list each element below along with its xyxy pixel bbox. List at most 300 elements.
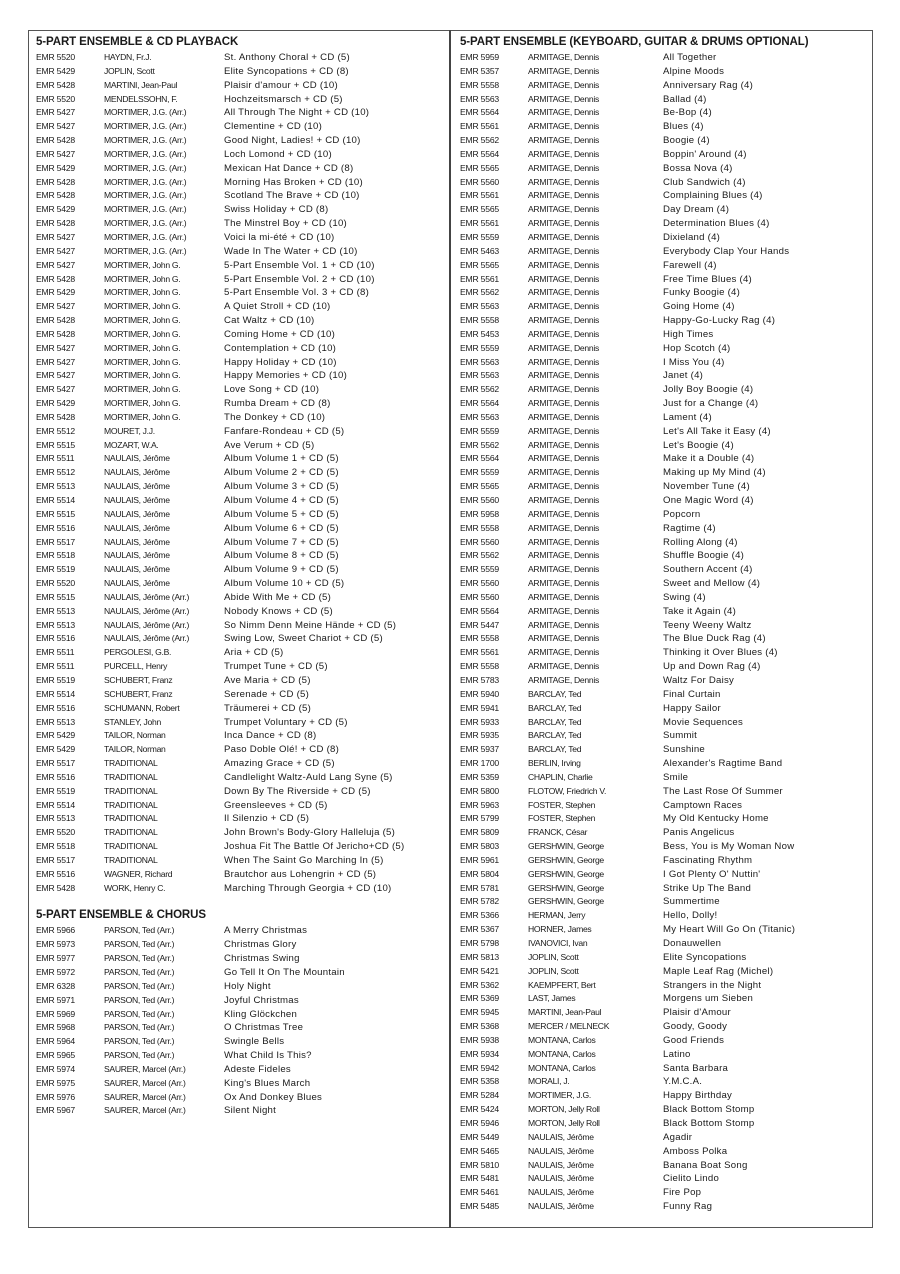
piece-title: Cielito Lindo	[663, 1173, 720, 1185]
catalog-row	[36, 369, 444, 383]
catalog-row	[36, 397, 444, 411]
composer-name: ARMITAGE, Dennis	[528, 287, 599, 298]
section-heading-playback: 5-PART ENSEMBLE & CD PLAYBACK	[36, 36, 239, 48]
catalog-number: EMR 5511	[36, 661, 75, 672]
catalog-number: EMR 5429	[36, 287, 76, 298]
catalog-number: EMR 5798	[460, 938, 500, 948]
piece-title: Happy Birthday	[663, 1090, 733, 1102]
catalog-row	[460, 259, 870, 273]
piece-title: Marching Through Georgia + CD (10)	[224, 882, 392, 894]
composer-name: ARMITAGE, Dennis	[528, 661, 599, 672]
catalog-row	[36, 65, 444, 79]
composer-name: NAULAIS, Jérôme	[104, 578, 170, 589]
catalog-number: EMR 5977	[36, 953, 76, 964]
composer-name: ARMITAGE, Dennis	[528, 245, 599, 256]
catalog-row	[460, 591, 870, 605]
composer-name: MORTON, Jelly Roll	[528, 1104, 600, 1115]
composer-name: PARSON, Ted (Arr.)	[104, 953, 175, 964]
composer-name: ARMITAGE, Dennis	[528, 301, 599, 312]
piece-title: Santa Barbara	[663, 1062, 729, 1074]
composer-name: ARMITAGE, Dennis	[528, 522, 599, 533]
piece-title: Camptown Races	[663, 799, 743, 811]
playback-list	[36, 51, 444, 895]
piece-title: Anniversary Rag (4)	[663, 79, 754, 91]
piece-title: Plaisir d'amour + CD (10)	[224, 79, 338, 91]
piece-title: Summit	[663, 730, 698, 742]
composer-name: MORTIMER, J.G. (Arr.)	[104, 231, 187, 242]
catalog-number: EMR 5427	[36, 231, 76, 242]
catalog-row	[36, 259, 444, 273]
catalog-row	[36, 120, 444, 134]
composer-name: BARCLAY, Ted	[528, 744, 582, 755]
catalog-number: EMR 5449	[460, 1131, 500, 1142]
catalog-row	[36, 425, 444, 439]
piece-title: Album Volume 2 + CD (5)	[224, 467, 339, 479]
catalog-number: EMR 5564	[460, 398, 500, 409]
catalog-row	[460, 203, 870, 217]
composer-name: MONTANA, Carlos	[528, 1048, 596, 1059]
piece-title: Love Song + CD (10)	[224, 384, 320, 396]
composer-name: PERGOLESI, G.B.	[104, 647, 172, 658]
composer-name: SAURER, Marcel (Arr.)	[104, 1091, 186, 1102]
composer-name: ARMITAGE, Dennis	[528, 231, 599, 242]
composer-name: ARMITAGE, Dennis	[528, 121, 599, 132]
piece-title: Fire Pop	[663, 1187, 702, 1199]
composer-name: GERSHWIN, George	[528, 841, 604, 852]
piece-title: Voici la mi-été + CD (10)	[224, 231, 335, 243]
section-heading-chorus: 5-PART ENSEMBLE & CHORUS	[36, 909, 206, 922]
piece-title: The Minstrel Boy + CD (10)	[224, 218, 347, 230]
composer-name: TRADITIONAL	[104, 841, 158, 852]
catalog-number: EMR 5942	[460, 1062, 500, 1073]
piece-title: Panis Angelicus	[663, 827, 735, 839]
composer-name: NAULAIS, Jérôme	[528, 1187, 594, 1198]
composer-name: ARMITAGE, Dennis	[528, 107, 599, 118]
piece-title: Agadir	[663, 1131, 693, 1143]
piece-title: Christmas Glory	[224, 939, 297, 951]
catalog-row	[36, 79, 444, 93]
catalog-number: EMR 5513	[36, 716, 76, 727]
catalog-row	[36, 93, 444, 107]
catalog-number: EMR 5969	[36, 1008, 76, 1019]
piece-title: Kling Glöckchen	[224, 1008, 298, 1020]
catalog-number: EMR 5513	[36, 605, 76, 616]
catalog-number: EMR 5559	[460, 342, 500, 353]
catalog-row	[460, 716, 870, 730]
piece-title: Album Volume 8 + CD (5)	[224, 550, 339, 562]
composer-name: ARMITAGE, Dennis	[528, 411, 599, 422]
catalog-row	[36, 938, 444, 952]
composer-name: TRADITIONAL	[104, 813, 158, 824]
catalog-number: EMR 5564	[460, 107, 500, 118]
catalog-number: EMR 5429	[36, 730, 76, 741]
piece-title: Album Volume 9 + CD (5)	[224, 564, 339, 576]
catalog-row	[460, 605, 870, 619]
catalog-number: EMR 5561	[460, 218, 500, 229]
composer-name: NAULAIS, Jérôme (Arr.)	[104, 619, 190, 630]
catalog-number: EMR 5804	[460, 868, 500, 879]
composer-name: HORNER, James	[528, 924, 592, 935]
composer-name: SCHUBERT, Franz	[104, 688, 173, 699]
piece-title: Adeste Fideles	[224, 1063, 291, 1075]
composer-name: CHAPLIN, Charlie	[528, 771, 593, 782]
piece-title: Thinking it Over Blues (4)	[663, 647, 778, 659]
catalog-row	[460, 729, 870, 743]
catalog-number: EMR 5428	[36, 882, 76, 893]
composer-name: LAST, James	[528, 993, 576, 1004]
catalog-number: EMR 5369	[460, 993, 500, 1004]
composer-name: MORTIMER, J.G. (Arr.)	[104, 162, 187, 173]
catalog-number: EMR 5941	[460, 702, 500, 713]
catalog-number: EMR 5428	[36, 79, 76, 90]
piece-title: Funky Boogie (4)	[663, 287, 741, 299]
catalog-number: EMR 5565	[460, 259, 500, 270]
catalog-row	[36, 106, 444, 120]
piece-title: Album Volume 5 + CD (5)	[224, 508, 339, 520]
composer-name: GERSHWIN, George	[528, 868, 604, 879]
piece-title: Ave Maria + CD (5)	[224, 674, 311, 686]
catalog-row	[36, 51, 444, 65]
piece-title: November Tune (4)	[663, 481, 750, 493]
left-column	[36, 34, 444, 1118]
right-column	[460, 34, 870, 1214]
catalog-row	[36, 702, 444, 716]
composer-name: MORTIMER, J.G. (Arr.)	[104, 204, 187, 215]
catalog-number: EMR 5429	[36, 398, 76, 409]
composer-name: MORTIMER, John G.	[104, 398, 181, 409]
piece-title: Strike Up The Band	[663, 882, 752, 894]
catalog-row	[36, 549, 444, 563]
catalog-number: EMR 5362	[460, 979, 500, 990]
piece-title: Good Night, Ladies! + CD (10)	[224, 135, 361, 147]
composer-name: MORALI, J.	[528, 1076, 570, 1087]
catalog-row	[36, 439, 444, 453]
catalog-number: EMR 5517	[36, 536, 76, 547]
catalog-row	[460, 494, 870, 508]
composer-name: MORTIMER, John G.	[104, 384, 181, 395]
piece-title: Alpine Moods	[663, 65, 725, 77]
piece-title: Album Volume 4 + CD (5)	[224, 495, 339, 506]
catalog-number: EMR 5559	[460, 467, 500, 478]
catalog-row	[36, 924, 444, 938]
catalog-row	[460, 1200, 870, 1214]
piece-title: Album Volume 10 + CD (5)	[224, 578, 345, 590]
catalog-row	[460, 840, 870, 854]
catalog-number: EMR 5424	[460, 1104, 500, 1115]
composer-name: PARSON, Ted (Arr.)	[104, 994, 175, 1005]
catalog-number: EMR 5813	[460, 951, 500, 962]
piece-title: A Merry Christmas	[224, 925, 308, 937]
catalog-number: EMR 5933	[460, 716, 500, 727]
composer-name: NAULAIS, Jérôme	[104, 481, 170, 492]
piece-title: Good Friends	[663, 1034, 725, 1046]
composer-name: PARSON, Ted (Arr.)	[104, 980, 175, 991]
catalog-number: EMR 5359	[460, 771, 500, 782]
catalog-row	[460, 549, 870, 563]
catalog-number: EMR 5562	[460, 287, 500, 298]
catalog-row	[460, 134, 870, 148]
catalog-number: EMR 5421	[460, 965, 500, 976]
composer-name: MORTIMER, John G.	[104, 301, 181, 312]
composer-name: ARMITAGE, Dennis	[528, 65, 599, 76]
catalog-number: EMR 5512	[36, 467, 76, 478]
piece-title: Abide With Me + CD (5)	[224, 591, 332, 603]
catalog-number: EMR 5562	[460, 384, 500, 395]
catalog-number: EMR 5511	[36, 453, 75, 464]
composer-name: IVANOVICI, Ivan	[528, 938, 588, 948]
catalog-number: EMR 5565	[460, 162, 500, 173]
catalog-number: EMR 5965	[36, 1050, 76, 1061]
composer-name: SAURER, Marcel (Arr.)	[104, 1077, 186, 1088]
catalog-row	[460, 757, 870, 771]
composer-name: ARMITAGE, Dennis	[528, 605, 599, 616]
catalog-number: EMR 5966	[36, 925, 76, 936]
catalog-number: EMR 5562	[460, 439, 500, 450]
composer-name: ARMITAGE, Dennis	[528, 508, 599, 519]
catalog-number: EMR 5810	[460, 1159, 500, 1170]
composer-name: NAULAIS, Jérôme (Arr.)	[104, 605, 190, 616]
catalog-row	[460, 65, 870, 79]
composer-name: ARMITAGE, Dennis	[528, 259, 599, 270]
catalog-row	[36, 799, 444, 813]
piece-title: Blues (4)	[663, 121, 704, 133]
composer-name: ARMITAGE, Dennis	[528, 439, 599, 450]
piece-title: Summertime	[663, 896, 720, 908]
catalog-row	[36, 203, 444, 217]
catalog-number: EMR 5429	[36, 204, 76, 215]
composer-name: ARMITAGE, Dennis	[528, 453, 599, 464]
composer-name: ARMITAGE, Dennis	[528, 578, 599, 589]
catalog-row	[460, 1062, 870, 1076]
composer-name: HAYDN, Fr.J.	[104, 52, 152, 62]
catalog-row	[460, 1103, 870, 1117]
piece-title: Let's All Take it Easy (4)	[663, 425, 771, 437]
catalog-row	[36, 328, 444, 342]
catalog-row	[460, 882, 870, 896]
catalog-number: EMR 5427	[36, 370, 76, 381]
piece-title: Christmas Swing	[224, 953, 300, 965]
piece-title: Down By The Riverside + CD (5)	[224, 785, 371, 797]
composer-name: PARSON, Ted (Arr.)	[104, 939, 175, 950]
catalog-number: EMR 5963	[460, 799, 500, 810]
piece-title: 5-Part Ensemble Vol. 1 + CD (10)	[224, 259, 375, 271]
catalog-number: EMR 5562	[460, 550, 500, 561]
catalog-row	[460, 660, 870, 674]
catalog-number: EMR 5520	[36, 827, 76, 838]
composer-name: MERCER / MELNECK	[528, 1021, 610, 1032]
composer-name: NAULAIS, Jérôme	[528, 1173, 594, 1184]
catalog-number: EMR 5563	[460, 301, 500, 312]
piece-title: Shuffle Boogie (4)	[663, 550, 745, 562]
composer-name: BARCLAY, Ted	[528, 730, 582, 741]
composer-name: MORTIMER, John G.	[104, 259, 181, 270]
catalog-row	[36, 314, 444, 328]
composer-name: MORTIMER, John G.	[104, 287, 181, 298]
composer-name: TAILOR, Norman	[104, 730, 166, 741]
piece-title: Loch Lomond + CD (10)	[224, 148, 332, 160]
piece-title: Trumpet Voluntary + CD (5)	[224, 716, 348, 728]
piece-title: Happy-Go-Lucky Rag (4)	[663, 315, 776, 327]
composer-name: ARMITAGE, Dennis	[528, 536, 599, 547]
catalog-row	[36, 812, 444, 826]
catalog-row	[36, 646, 444, 660]
piece-title: Morning Has Broken + CD (10)	[224, 176, 363, 188]
piece-title: Scotland The Brave + CD (10)	[224, 190, 360, 202]
catalog-row	[460, 452, 870, 466]
composer-name: NAULAIS, Jérôme	[104, 453, 170, 464]
piece-title: Candlelight Waltz-Auld Lang Syne (5)	[224, 771, 393, 783]
catalog-row	[36, 480, 444, 494]
catalog-row	[36, 522, 444, 536]
catalog-number: EMR 5427	[36, 356, 76, 367]
piece-title: Smile	[663, 771, 689, 783]
catalog-number: EMR 5518	[36, 550, 76, 561]
catalog-row	[460, 979, 870, 993]
composer-name: ARMITAGE, Dennis	[528, 564, 599, 575]
piece-title: Determination Blues (4)	[663, 218, 770, 230]
piece-title: Paso Doble Olé! + CD (8)	[224, 744, 340, 756]
catalog-row	[36, 785, 444, 799]
catalog-number: EMR 5513	[36, 813, 76, 824]
catalog-number: EMR 5975	[36, 1077, 76, 1088]
catalog-number: EMR 5516	[36, 633, 76, 644]
catalog-row	[36, 134, 444, 148]
piece-title: Going Home (4)	[663, 301, 735, 313]
composer-name: FLOTOW, Friedrich V.	[528, 785, 607, 796]
piece-title: Dixieland (4)	[663, 231, 721, 243]
composer-name: MORTIMER, John G.	[104, 315, 181, 326]
composer-name: MORTIMER, John G.	[104, 411, 181, 422]
catalog-number: EMR 5367	[460, 924, 500, 935]
catalog-row	[460, 314, 870, 328]
composer-name: NAULAIS, Jérôme	[104, 467, 170, 478]
catalog-row	[36, 619, 444, 633]
catalog-row	[460, 162, 870, 176]
catalog-number: EMR 5427	[36, 107, 76, 118]
catalog-number: EMR 5561	[460, 647, 500, 658]
piece-title: Just for a Change (4)	[663, 398, 759, 410]
catalog-row	[460, 1048, 870, 1062]
piece-title: Bossa Nova (4)	[663, 162, 733, 174]
composer-name: NAULAIS, Jérôme	[104, 550, 170, 561]
catalog-row	[460, 466, 870, 480]
catalog-number: EMR 5427	[36, 384, 76, 395]
catalog-row	[460, 563, 870, 577]
catalog-number: EMR 5560	[460, 536, 500, 547]
composer-name: ARMITAGE, Dennis	[528, 218, 599, 229]
catalog-row	[460, 1159, 870, 1173]
composer-name: MORTIMER, John G.	[104, 342, 181, 353]
piece-title: Black Bottom Stomp	[663, 1104, 755, 1116]
catalog-row	[36, 1008, 444, 1022]
catalog-row	[36, 466, 444, 480]
piece-title: King's Blues March	[224, 1077, 311, 1089]
piece-title: Movie Sequences	[663, 716, 744, 728]
catalog-row	[460, 120, 870, 134]
catalog-number: EMR 5511	[36, 647, 75, 658]
piece-title: Farewell (4)	[663, 259, 717, 271]
piece-title: Wade In The Water + CD (10)	[224, 245, 358, 257]
catalog-row	[460, 176, 870, 190]
piece-title: Ragtime (4)	[663, 522, 716, 534]
piece-title: Day Dream (4)	[663, 204, 730, 216]
catalog-number: EMR 5517	[36, 854, 76, 865]
piece-title: Everybody Clap Your Hands	[663, 245, 790, 257]
piece-title: High Times	[663, 328, 714, 340]
piece-title: Album Volume 7 + CD (5)	[224, 536, 339, 548]
catalog-number: EMR 5427	[36, 245, 76, 256]
piece-title: Plaisir d'Amour	[663, 1007, 731, 1019]
catalog-number: EMR 5559	[460, 564, 500, 575]
piece-title: Latino	[663, 1048, 691, 1060]
piece-title: Make it a Double (4)	[663, 453, 755, 465]
composer-name: PARSON, Ted (Arr.)	[104, 1022, 175, 1033]
piece-title: Hop Scotch (4)	[663, 342, 731, 354]
composer-name: ARMITAGE, Dennis	[528, 148, 599, 159]
catalog-number: EMR 5519	[36, 674, 76, 685]
section-heading-optional: 5-PART ENSEMBLE (KEYBOARD, GUITAR & DRUMS OPTIONAL)	[460, 36, 809, 48]
composer-name: SAURER, Marcel (Arr.)	[104, 1063, 186, 1074]
catalog-number: EMR 5428	[36, 273, 76, 284]
piece-title: 5-Part Ensemble Vol. 3 + CD (8)	[224, 287, 370, 299]
catalog-number: EMR 5976	[36, 1091, 76, 1102]
catalog-number: EMR 5366	[460, 910, 500, 921]
catalog-row	[36, 771, 444, 785]
catalog-row	[36, 966, 444, 980]
composer-name: ARMITAGE, Dennis	[528, 674, 599, 685]
catalog-row	[36, 411, 444, 425]
composer-name: ARMITAGE, Dennis	[528, 52, 599, 62]
catalog-number: EMR 5357	[460, 65, 500, 76]
catalog-number: EMR 5427	[36, 121, 76, 132]
catalog-row	[460, 1145, 870, 1159]
composer-name: ARMITAGE, Dennis	[528, 190, 599, 201]
composer-name: NAULAIS, Jérôme (Arr.)	[104, 633, 190, 644]
catalog-number: EMR 5946	[460, 1117, 500, 1128]
piece-title: Morgens um Sieben	[663, 993, 754, 1005]
catalog-number: EMR 5935	[460, 730, 500, 741]
composer-name: ARMITAGE, Dennis	[528, 370, 599, 381]
catalog-number: EMR 5564	[460, 605, 500, 616]
piece-title: Hello, Dolly!	[663, 910, 718, 922]
catalog-number: EMR 5358	[460, 1076, 500, 1087]
piece-title: Strangers in the Night	[663, 979, 762, 991]
composer-name: TRADITIONAL	[104, 758, 158, 769]
catalog-number: EMR 5564	[460, 453, 500, 464]
composer-name: ARMITAGE, Dennis	[528, 204, 599, 215]
catalog-number: EMR 5516	[36, 771, 76, 782]
catalog-row	[36, 577, 444, 591]
section-spacer	[36, 895, 444, 907]
composer-name: ARMITAGE, Dennis	[528, 425, 599, 436]
piece-title: A Quiet Stroll + CD (10)	[224, 301, 331, 313]
piece-title: Making up My Mind (4)	[663, 467, 766, 479]
catalog-row	[36, 383, 444, 397]
catalog-row	[36, 591, 444, 605]
catalog-number: EMR 5428	[36, 315, 76, 326]
piece-title: Banana Boat Song	[663, 1159, 748, 1171]
catalog-number: EMR 5563	[460, 356, 500, 367]
composer-name: MORTIMER, John G.	[104, 370, 181, 381]
composer-name: TRADITIONAL	[104, 771, 158, 782]
piece-title: Southern Accent (4)	[663, 564, 753, 576]
composer-name: BERLIN, Irving	[528, 758, 581, 769]
piece-title: Contemplation + CD (10)	[224, 342, 337, 354]
catalog-number: EMR 5559	[460, 425, 500, 436]
catalog-number: EMR 5558	[460, 315, 500, 326]
catalog-number: EMR 5560	[460, 578, 500, 589]
catalog-number: EMR 5558	[460, 661, 500, 672]
